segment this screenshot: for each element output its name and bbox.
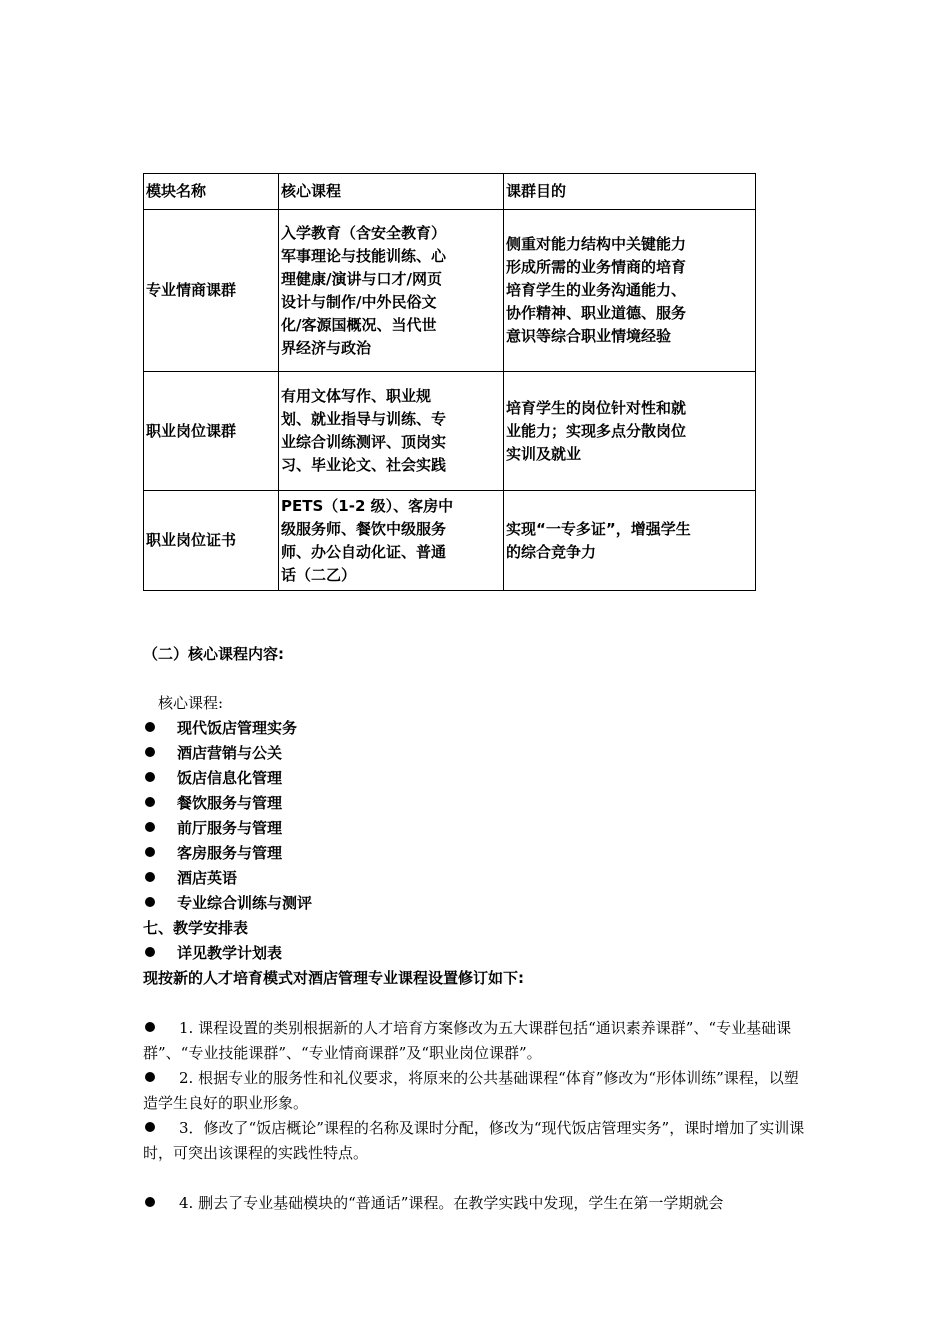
core-courses-cell: PETS（1-2 级）、客房中 级服务师、餐饮中级服务 师、办公自动化证、普通 话（二乙） [279, 491, 504, 591]
table-header-row [144, 174, 756, 210]
bullet-icon [145, 722, 155, 732]
list-item: 详见教学计划表 [143, 941, 312, 966]
revision-heading: 现按新的人才培育模式对酒店管理专业课程设置修订如下: [143, 969, 525, 987]
bullet-icon [145, 1072, 155, 1082]
list-intro: 核心课程: [158, 694, 224, 712]
header-purpose: 课群目的 [504, 174, 756, 210]
table-row [144, 491, 756, 591]
core-courses-cell: 入学教育（含安全教育） 军事理论与技能训练、心 理健康/演讲与口才/网页 设计与制作/中外民俗文 化/客源国概况、当代世 界经济与政治 [279, 210, 504, 372]
list-item: 餐饮服务与管理 [143, 791, 312, 816]
purpose-cell: 培育学生的岗位针对性和就 业能力；实现多点分散岗位 实训及就业 [504, 372, 756, 491]
list-item: 酒店英语 [143, 866, 312, 891]
revision-paragraph: 4. 删去了专业基础模块的“普通话”课程。在教学实践中发现，学生在第一学期就会 [143, 1191, 807, 1216]
list-item: 客房服务与管理 [143, 841, 312, 866]
revision-paragraph: 1. 课程设置的类别根据新的人才培育方案修改为五大课群包括“通识素养课群”、“专业基础课群”、“专业技能课群”、“专业情商课群”及“职业岗位课群”。 [143, 1019, 792, 1062]
purpose-cell: 侧重对能力结构中关键能力 形成所需的业务情商的培育 培育学生的业务沟通能力、 协作精神、职业道德、服务 意识等综合职业情境经验 [504, 210, 756, 372]
bullet-icon [145, 947, 155, 957]
revision-paragraph: 2. 根据专业的服务性和礼仪要求，将原来的公共基础课程“体育”修改为“形体训练”课程，以塑造学生良好的职业形象。 [143, 1069, 799, 1112]
list-item: 专业综合训练与测评 [143, 891, 312, 916]
module-name: 职业岗位证书 [144, 491, 279, 591]
bullet-icon [145, 822, 155, 832]
section-heading: （二）核心课程内容: [143, 645, 284, 663]
header-courses: 核心课程 [279, 174, 504, 210]
bullet-icon [145, 747, 155, 757]
table-row [144, 372, 756, 491]
bullet-icon [145, 847, 155, 857]
bullet-icon [145, 1122, 155, 1132]
header-module: 模块名称 [144, 174, 279, 210]
core-courses-cell: 有用文体写作、职业规 划、就业指导与训练、专 业综合训练测评、顶岗实 习、毕业论文、社会实践 [279, 372, 504, 491]
module-name: 专业情商课群 [144, 210, 279, 372]
bullet-icon [145, 897, 155, 907]
section-seven-title: 七、教学安排表 [143, 919, 249, 937]
core-course-list [143, 716, 312, 966]
list-item: 酒店营销与公关 [143, 741, 312, 766]
bullet-icon [145, 797, 155, 807]
course-module-table [143, 173, 756, 591]
bullet-icon [145, 772, 155, 782]
bullet-icon [145, 1197, 155, 1207]
list-item: 现代饭店管理实务 [143, 716, 312, 741]
purpose-cell: 实现“一专多证”，增强学生 的综合竞争力 [504, 491, 756, 591]
table-row [144, 210, 756, 372]
module-name: 职业岗位课群 [144, 372, 279, 491]
revision-paragraph: 3．修改了“饭店概论”课程的名称及课时分配，修改为“现代饭店管理实务”，课时增加了实训课时，可突出该课程的实践性特点。 [143, 1119, 805, 1162]
bullet-icon [145, 872, 155, 882]
list-item: 前厅服务与管理 [143, 816, 312, 841]
list-item: 饭店信息化管理 [143, 766, 312, 791]
bullet-icon [145, 1022, 155, 1032]
